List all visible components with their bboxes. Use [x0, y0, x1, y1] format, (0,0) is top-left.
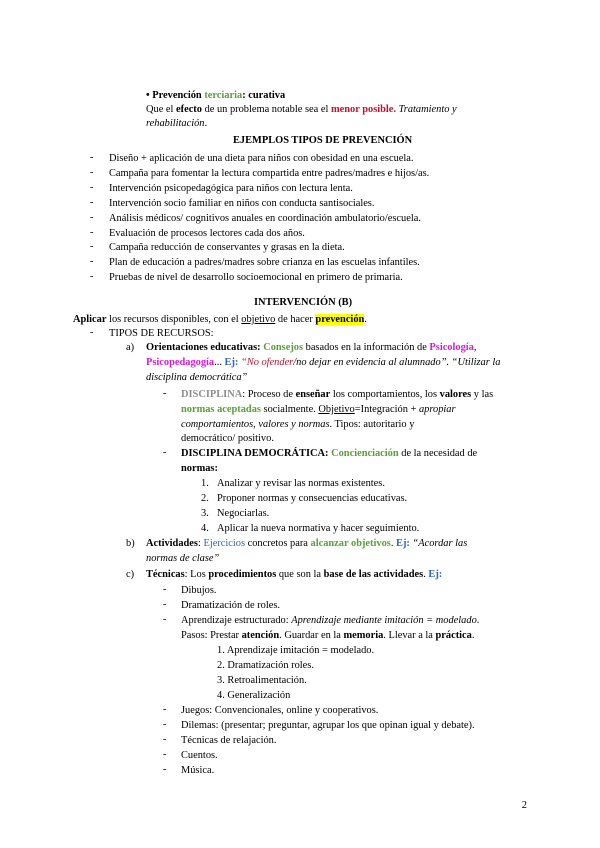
- item-a-line1: Orientaciones educativas: Consejos basados en la información de Psicología,: [146, 342, 477, 353]
- example-item: Campaña para fomentar la lectura compartida entre padres/madres e hijos/as.: [109, 167, 430, 179]
- effect-line: Que el efecto de un problema notable sea el menor posible. Tratamiento y: [146, 104, 457, 115]
- step-text: Aplicar la nueva normativa y hacer seguimiento.: [217, 523, 420, 534]
- tech-musica: Música.: [181, 765, 215, 776]
- example-item: Intervención socio familiar en niños con conducta santisociales.: [109, 197, 375, 209]
- pasos-item: 1. Aprendizaje imitación = modelado.: [217, 645, 375, 656]
- example-item: Análisis médicos/ cognitivos anuales en coordinación ambulatorio/escuela.: [109, 212, 421, 224]
- disciplina-line3: comportamientos, valores y normas. Tipos: autoritario y: [181, 419, 415, 430]
- item-c-marker: c): [126, 569, 135, 580]
- example-item: Plan de educación a padres/madres sobre crianza en las escuelas infantiles.: [109, 257, 420, 269]
- step-text: Analizar y revisar las normas existentes.: [217, 478, 385, 489]
- dash: -: [90, 152, 94, 163]
- tertiary-prevention-line: [146, 89, 285, 102]
- tech-dibujos: Dibujos.: [181, 585, 217, 596]
- example-item: Intervención psicopedagógica para niños con lectura lenta.: [109, 182, 353, 194]
- dd-line1: DISCIPLINA DEMOCRÁTICA: Concienciación de la necesidad de: [181, 448, 478, 459]
- step-text: Negociarlas.: [217, 508, 270, 519]
- dash: -: [90, 327, 94, 338]
- dash: -: [90, 166, 94, 178]
- dash: -: [163, 704, 167, 715]
- prevencion-highlight: prevención: [315, 314, 365, 325]
- dash: -: [90, 226, 94, 238]
- page-number: 2: [521, 800, 527, 811]
- dash: -: [163, 734, 167, 745]
- aplicar-line: Aplicar los recursos disponibles, con el objetivo de hacer prevención.: [73, 314, 367, 325]
- examples-title: EJEMPLOS TIPOS DE PREVENCIÓN: [233, 135, 413, 146]
- pasos-item: 2. Dramatización roles.: [217, 660, 314, 671]
- item-b-marker: b): [126, 538, 135, 549]
- item-a-line2: Psicopedagogía... Ej: “No ofender/no dejar en evidencia al alumnado”. “Utilizar la: [146, 357, 501, 368]
- dash: -: [163, 614, 167, 625]
- disciplina-line2: normas aceptadas socialmente. Objetivo=Integración + apropiar: [181, 404, 456, 415]
- pasos-item: 4. Generalización: [217, 690, 291, 701]
- rehab-line: rehabilitación.: [146, 118, 208, 129]
- intervencion-title: INTERVENCIÓN (B): [254, 297, 353, 308]
- dash: -: [163, 599, 167, 610]
- dash: -: [163, 584, 167, 595]
- dd-line2: normas:: [181, 463, 218, 474]
- dash: -: [90, 241, 94, 253]
- disciplina-line1: DISCIPLINA: Proceso de enseñar los comportamientos, los valores y las: [181, 389, 494, 400]
- example-item: Diseño + aplicación de una dieta para niños con obesidad en una escuela.: [109, 153, 414, 164]
- step-number: 2.: [201, 493, 209, 504]
- dash: -: [90, 271, 94, 283]
- bullet: •: [146, 90, 150, 101]
- item-b-line1: Actividades: Ejercicios concretos para alcanzar objetivos. Ej: “Acordar las: [146, 538, 468, 549]
- tech-pasos: Pasos: Prestar atención. Guardar en la memoria. Llevar a la práctica.: [181, 630, 475, 641]
- step-number: 3.: [201, 508, 209, 519]
- dash: -: [163, 447, 167, 458]
- curativa-text: : curativa: [242, 90, 286, 101]
- pasos-item: 3. Retroalimentación.: [217, 675, 307, 686]
- tech-juegos: Juegos: Convencionales, online y cooperativos.: [181, 705, 379, 716]
- example-item: Campaña reducción de conservantes y grasas en la dieta.: [109, 242, 345, 254]
- dash: -: [163, 388, 167, 399]
- item-a-line3: disciplina democrática”: [146, 372, 248, 383]
- dash: -: [163, 764, 167, 775]
- menor-posible-text: menor posible.: [330, 104, 396, 115]
- dash: -: [163, 749, 167, 760]
- tech-relajacion: Técnicas de relajación.: [181, 735, 277, 746]
- dash: -: [90, 211, 94, 223]
- item-b-line2: normas de clase”: [146, 553, 220, 564]
- dash: -: [90, 196, 94, 208]
- tech-dramatizacion: Dramatización de roles.: [181, 600, 280, 611]
- step-number: 1.: [201, 478, 209, 489]
- tipos-recursos: TIPOS DE RECURSOS:: [109, 328, 214, 339]
- example-item: Pruebas de nivel de desarrollo socioemocional en primero de primaria.: [109, 272, 403, 284]
- tech-cuentos: Cuentos.: [181, 750, 218, 761]
- disciplina-line4: democrático/ positivo.: [181, 433, 274, 444]
- step-number: 4.: [201, 523, 209, 534]
- example-item: Evaluación de procesos lectores cada dos años.: [109, 227, 305, 239]
- item-a-marker: a): [126, 342, 135, 353]
- dash: -: [90, 256, 94, 268]
- prevention-label: Prevención: [152, 90, 202, 101]
- tech-aprendizaje: Aprendizaje estructurado: Aprendizaje mediante imitación = modelado.: [181, 615, 480, 626]
- dash: -: [90, 181, 94, 193]
- tech-dilemas: Dilemas: (presentar; preguntar, agrupar los que opinan igual y debate).: [181, 720, 475, 731]
- dash: -: [163, 719, 167, 730]
- step-text: Proponer normas y consecuencias educativas.: [217, 493, 408, 504]
- terciaria-text: terciaria: [204, 90, 243, 101]
- item-c-line1: Técnicas: Los procedimientos que son la base de las actividades. Ej:: [146, 569, 443, 580]
